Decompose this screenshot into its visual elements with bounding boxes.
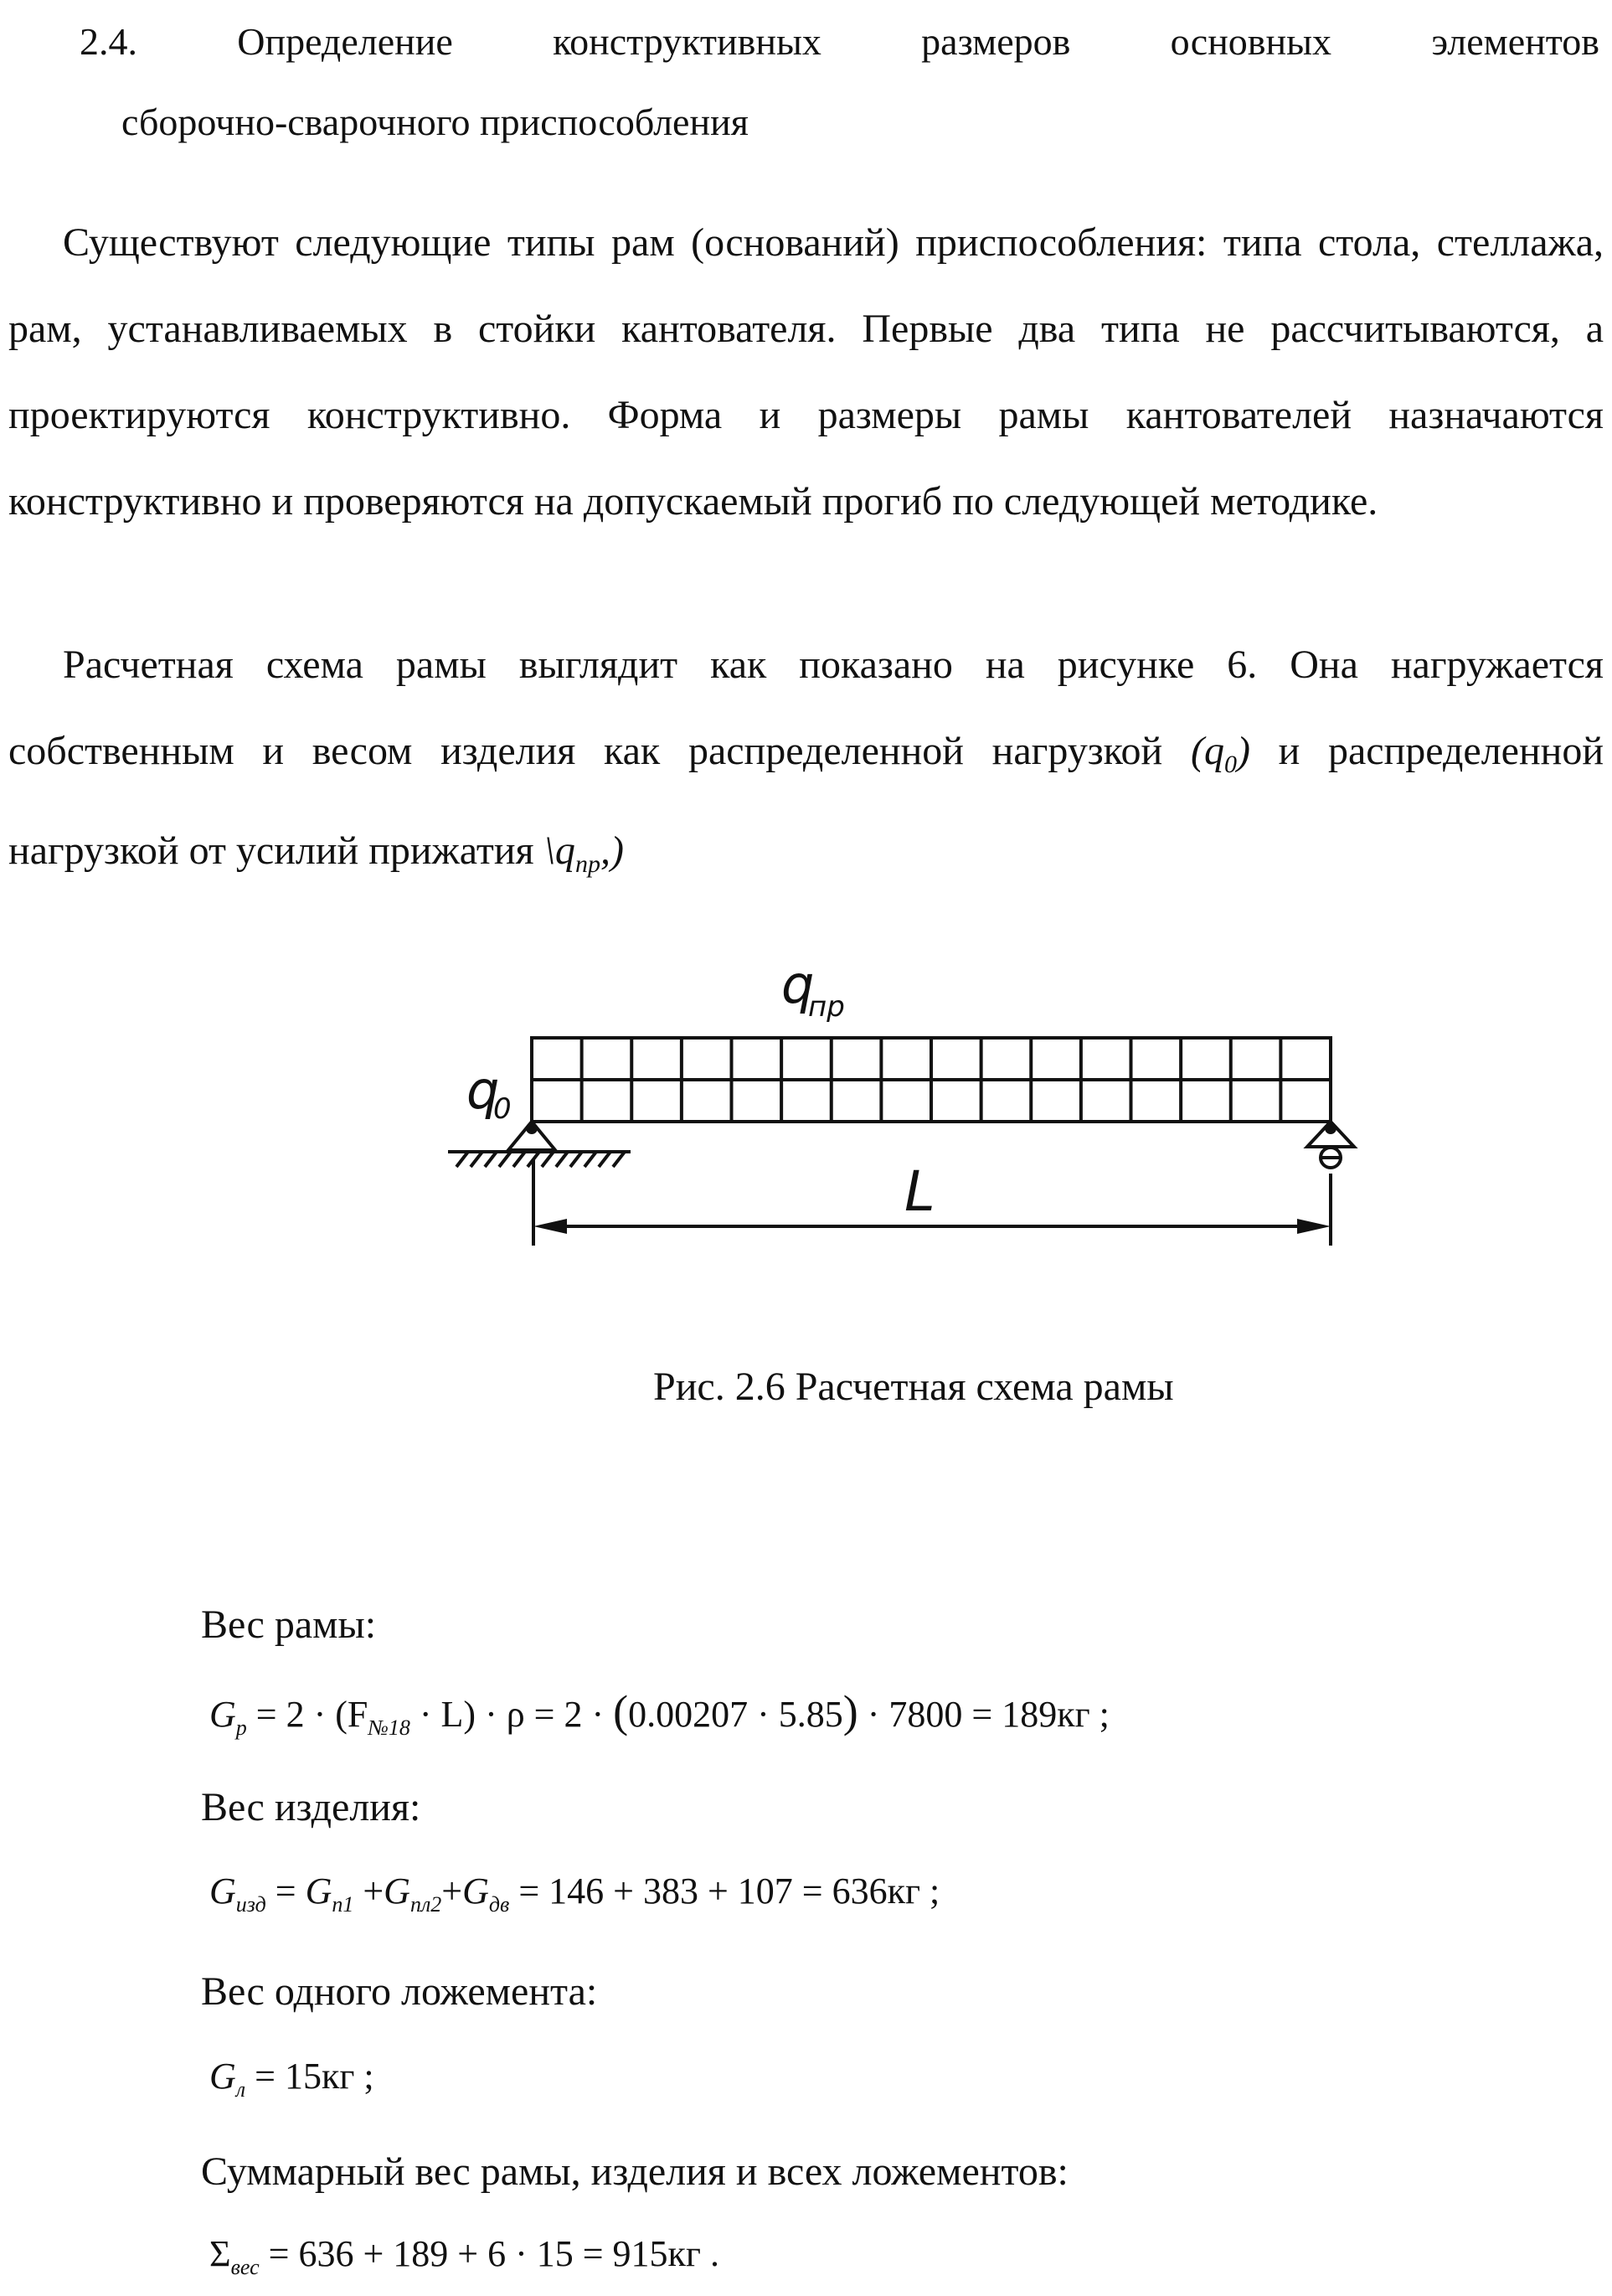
ground-hatch-line [613, 1152, 625, 1167]
heading-word: конструктивных [553, 20, 821, 63]
section-number: 2.4. [80, 20, 137, 63]
q0-label: q [466, 1060, 500, 1121]
frame-weight-label: Вес рамы: [201, 1602, 377, 1647]
paragraph-text [8, 622, 1604, 907]
beam-design-scheme-figure [431, 951, 1369, 1286]
section-heading-line2: сборочно-сварочного приспособления [121, 101, 749, 143]
paragraph-design-scheme [8, 622, 1604, 907]
qpr-symbol: $\backslash q_{пр}$,) [543, 828, 624, 878]
ground-hatch-line [542, 1152, 554, 1167]
frame-weight-formula: $G_р = 2 \cdot (F_{№18} \cdot L) \cdot \rho = 2 \cdot (0.00207 \cdot 5.85) \cdot 7800 = 189кг$ ; [209, 1686, 1110, 1740]
figure-caption: Рис. 2.6 Расчетная схема рамы [653, 1365, 1174, 1409]
ground-hatch-line [456, 1152, 468, 1167]
ground-hatch-line [556, 1152, 568, 1167]
q0-label-sub: 0 [493, 1092, 512, 1126]
ground-hatch-line [599, 1152, 610, 1167]
paragraph-text: Существуют следующие типы рам (оснований) приспособления: типа стола, стеллажа, рам, устанавливаемых в стойки кантователя. Первые два типа не рассчитываются, а проектируются конструктивно. Форма и размеры рамы кантователей назначаются конструктивно и проверяются на допускаемый прогиб по следующей методике. [8, 220, 1604, 524]
paragraph-frame-types [8, 199, 1604, 544]
heading-word: размеров [921, 20, 1071, 63]
paragraph-text-middle: и распределенной нагрузкой от усилий прижатия [8, 729, 1604, 873]
section-heading [80, 2, 1599, 163]
roller-support [1307, 1122, 1354, 1168]
pinned-support [448, 1122, 631, 1167]
span-length-label: L [904, 1159, 935, 1224]
ground-hatch-line [471, 1152, 482, 1167]
ground-hatch-line [485, 1152, 497, 1167]
heading-word: основных [1170, 20, 1332, 63]
total-weight-formula: $\Sigma_{вес} = 636 + 189 + 6 \cdot 15 = 915кг$ . [209, 2233, 719, 2279]
ground-hatch-line [570, 1152, 582, 1167]
qpr-label-sub: пр [808, 990, 845, 1024]
section-heading-line1 [80, 2, 1599, 82]
qpr-label: q [781, 954, 815, 1015]
cradle-weight-label: Вес одного ложемента: [201, 1969, 598, 2014]
heading-word: элементов [1431, 20, 1599, 63]
q0-symbol: $(q_0)$ [1190, 729, 1250, 778]
ground-hatch-line [499, 1152, 511, 1167]
distributed-load-grid [532, 1038, 1331, 1122]
ground-hatch-line [513, 1152, 525, 1167]
cradle-weight-formula: $G_л = 15кг$ ; [209, 2056, 374, 2102]
ground-hatch-line [585, 1152, 596, 1167]
product-weight-formula: $G_{изд} = G_{п1} +G_{пл2}+G_{дв} = 146 + 383 + 107 = 636кг$ ; [209, 1870, 940, 1917]
total-weight-label: Суммарный вес рамы, изделия и всех ложементов: [201, 2149, 1069, 2194]
product-weight-label: Вес изделия: [201, 1785, 421, 1829]
paragraph-text-main: Расчетная схема рамы выглядит как показано на рисунке 6. Она нагружается собственным и весом изделия как распределенной нагрузкой [8, 642, 1604, 773]
heading-word: Определение [237, 20, 453, 63]
